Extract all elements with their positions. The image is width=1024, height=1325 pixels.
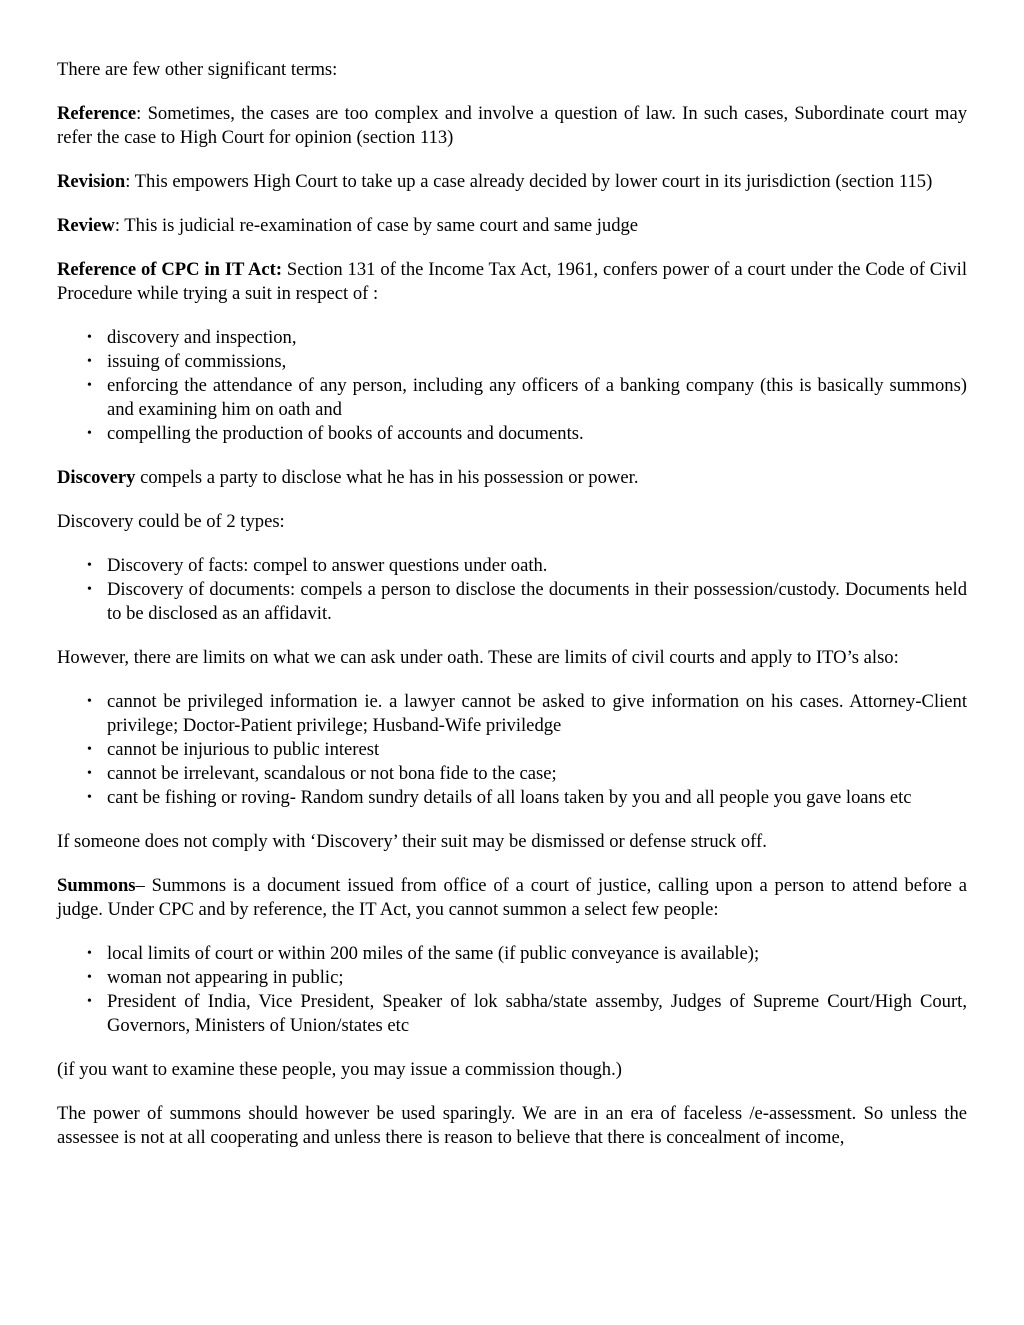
list-item [87, 578, 967, 626]
list-item-text: issuing of commissions, [107, 351, 287, 372]
list-item [87, 374, 967, 422]
bullet-icon: • [87, 946, 92, 961]
bullet-icon: • [87, 330, 92, 345]
summons-exemptions-list [57, 942, 967, 1038]
reference-paragraph [57, 102, 967, 150]
list-item [87, 350, 967, 374]
reference-term: Reference [57, 103, 137, 124]
cpc-reference-term: Reference of CPC in IT Act: [57, 259, 283, 280]
cpc-powers-list [57, 326, 967, 446]
list-item [87, 786, 967, 810]
bullet-icon: • [87, 790, 92, 805]
list-item [87, 326, 967, 350]
list-item [87, 738, 967, 762]
bullet-icon: • [87, 970, 92, 985]
noncompliance-paragraph: If someone does not comply with ‘Discovery’ their suit may be dismissed or defense struck off. [57, 831, 767, 852]
list-item-text: cannot be injurious to public interest [107, 739, 380, 760]
summons-paragraph [57, 874, 967, 922]
revision-text: : This empowers High Court to take up a case already decided by lower court in its jurisdiction (section 115) [125, 171, 933, 192]
list-item-text: cant be fishing or roving- Random sundry details of all loans taken by you and all people you gave loans etc [107, 787, 912, 808]
list-item-text: compelling the production of books of accounts and documents. [107, 423, 584, 444]
list-item [87, 554, 967, 578]
list-item [87, 942, 967, 966]
bullet-icon: • [87, 426, 92, 441]
discovery-types-intro: Discovery could be of 2 types: [57, 511, 285, 532]
review-text: : This is judicial re-examination of case by same court and same judge [114, 215, 639, 236]
list-item-text: cannot be privileged information ie. a lawyer cannot be asked to give information on his cases. Attorney-Client privilege; Doctor-Patient privilege; Husband-Wife priviledge [107, 691, 967, 736]
list-item-text: President of India, Vice President, Speaker of lok sabha/state assemby, Judges of Supreme Court/High Court, Governors, Ministers of Union/states etc [107, 991, 967, 1036]
bullet-icon: • [87, 766, 92, 781]
revision-paragraph [57, 170, 967, 194]
reference-text: : Sometimes, the cases are too complex and involve a question of law. In such cases, Subordinate court may refer the case to High Court for opinion (section 113) [57, 103, 967, 148]
list-item [87, 690, 967, 738]
list-item-text: local limits of court or within 200 miles of the same (if public conveyance is available); [107, 943, 760, 964]
list-item [87, 762, 967, 786]
bullet-icon: • [87, 558, 92, 573]
discovery-text: compels a party to disclose what he has in his possession or power. [135, 467, 639, 488]
closing-paragraph: The power of summons should however be used sparingly. We are in an era of faceless /e-assessment. So unless the assessee is not at all cooperating and unless there is reason to believe that there is concealment of income, [57, 1103, 967, 1148]
list-item-text: Discovery of documents: compels a person to disclose the documents in their possession/custody. Documents held to be disclosed as an affidavit. [107, 579, 967, 624]
list-item [87, 422, 967, 446]
limits-list [57, 690, 967, 810]
bullet-icon: • [87, 742, 92, 757]
bullet-icon: • [87, 354, 92, 369]
discovery-paragraph [57, 466, 967, 490]
summons-text: – Summons is a document issued from office of a court of justice, calling upon a person to attend before a judge. Under CPC and by reference, the IT Act, you cannot summon a select few people: [57, 875, 967, 920]
summons-term: Summons [57, 875, 136, 896]
list-item-text: cannot be irrelevant, scandalous or not bona fide to the case; [107, 763, 557, 784]
list-item-text: enforcing the attendance of any person, including any officers of a banking company (this is basically summons) and examining him on oath and [107, 375, 967, 420]
list-item [87, 990, 967, 1038]
bullet-icon: • [87, 994, 92, 1009]
cpc-reference-text: Section 131 of the Income Tax Act, 1961, confers power of a court under the Code of Civil Procedure while trying a suit in respect of : [57, 259, 967, 304]
list-item-text: discovery and inspection, [107, 327, 297, 348]
bullet-icon: • [87, 378, 92, 393]
review-term: Review [57, 215, 115, 236]
bullet-icon: • [87, 694, 92, 709]
list-item [87, 966, 967, 990]
bullet-icon: • [87, 582, 92, 597]
cpc-reference-paragraph [57, 258, 967, 306]
intro-paragraph: There are few other significant terms: [57, 59, 338, 80]
discovery-term: Discovery [57, 467, 136, 488]
discovery-types-list [57, 554, 967, 626]
limits-intro: However, there are limits on what we can ask under oath. These are limits of civil courts and apply to ITO’s also: [57, 647, 899, 668]
commission-note: (if you want to examine these people, you may issue a commission though.) [57, 1059, 622, 1080]
review-paragraph [57, 214, 967, 238]
list-item-text: woman not appearing in public; [107, 967, 344, 988]
revision-term: Revision [57, 171, 126, 192]
list-item-text: Discovery of facts: compel to answer questions under oath. [107, 555, 548, 576]
document-page [57, 58, 967, 1170]
